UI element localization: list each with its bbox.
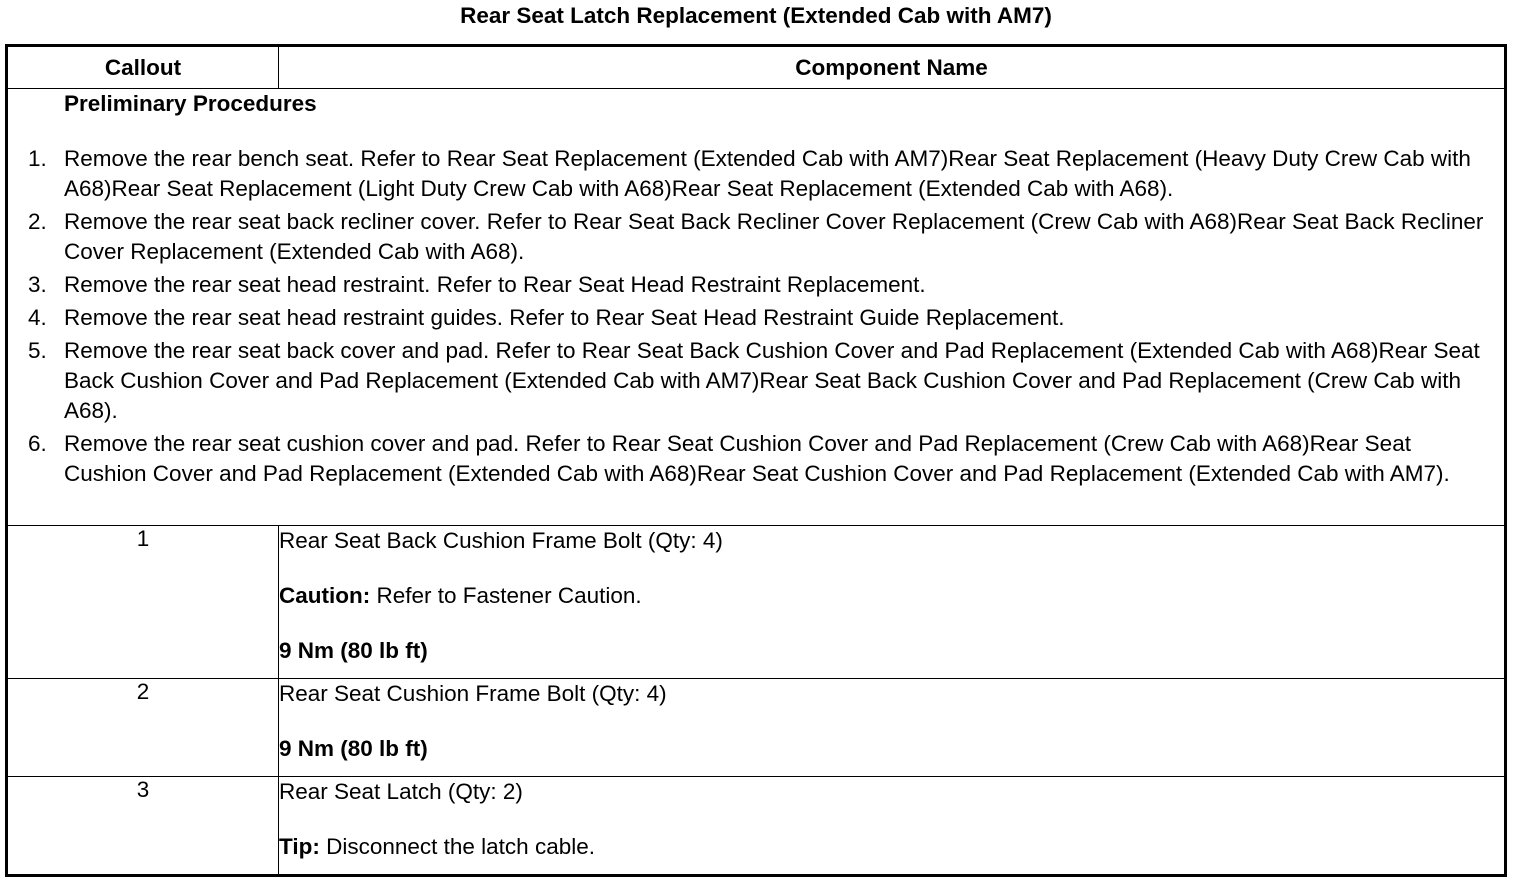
list-item: [8, 336, 1504, 426]
step-text: Remove the rear seat back recliner cover. Refer to Rear Seat Back Recliner Cover Replacement (Crew Cab with A68)Rear Seat Back Recliner Cover Replacement (Extended Cab with A68).: [64, 209, 1484, 264]
page-title: Rear Seat Latch Replacement (Extended Cab with AM7): [460, 3, 1052, 28]
list-item: [8, 270, 1504, 300]
step-text: Remove the rear seat head restraint guides. Refer to Rear Seat Head Restraint Guide Replacement.: [64, 305, 1065, 330]
step-number: 6.: [28, 431, 47, 456]
torque-spec: 9 Nm (80 lb ft): [279, 736, 428, 761]
torque-spec: 9 Nm (80 lb ft): [279, 638, 428, 663]
callout-cell: 1: [7, 526, 279, 679]
preliminary-cell: [7, 89, 1506, 526]
callout-cell: 3: [7, 777, 279, 876]
list-item: [8, 207, 1504, 267]
step-number: 1.: [28, 146, 47, 171]
step-text: Remove the rear seat back cover and pad. Refer to Rear Seat Back Cushion Cover and Pad Replacement (Extended Cab with A68)Rear Seat Back Cushion Cover and Pad Replacement (Extended Cab with AM7)Rear Seat Back Cushion Cover and Pad Replacement (Crew Cab with A68).: [64, 338, 1480, 423]
component-cell: [279, 777, 1506, 876]
component-cell: [279, 526, 1506, 679]
list-item: [8, 429, 1504, 489]
table-header-row: [7, 46, 1506, 89]
preliminary-heading: Preliminary Procedures: [64, 91, 317, 116]
step-number: 2.: [28, 209, 47, 234]
preliminary-row: [7, 89, 1506, 526]
note-label: Caution:: [279, 583, 371, 608]
callout-cell: 2: [7, 679, 279, 777]
note-text: Disconnect the latch cable.: [319, 834, 595, 859]
table-row: [7, 777, 1506, 876]
list-item: [8, 303, 1504, 333]
note-label: Tip:: [279, 834, 320, 859]
callout-header: Callout: [7, 46, 279, 89]
component-name-header: Component Name: [279, 46, 1506, 89]
component-name: Rear Seat Back Cushion Frame Bolt (Qty: 4): [279, 528, 723, 553]
preliminary-steps: [8, 144, 1504, 489]
step-text: Remove the rear seat head restraint. Refer to Rear Seat Head Restraint Replacement.: [64, 272, 926, 297]
table-row: [7, 526, 1506, 679]
component-name: Rear Seat Cushion Frame Bolt (Qty: 4): [279, 681, 667, 706]
step-text: Remove the rear bench seat. Refer to Rear Seat Replacement (Extended Cab with AM7)Rear Seat Replacement (Heavy Duty Crew Cab with A68)Rear Seat Replacement (Light Duty Crew Cab with A68)Rear Seat Replacement (Extended Cab with A68).: [64, 146, 1471, 201]
step-number: 4.: [28, 305, 47, 330]
step-text: Remove the rear seat cushion cover and pad. Refer to Rear Seat Cushion Cover and Pad Replacement (Crew Cab with A68)Rear Seat Cushion Cover and Pad Replacement (Extended Cab with A68)Rear Seat Cushion Cover and Pad Replacement (Extended Cab with AM7).: [64, 431, 1450, 486]
component-table: [5, 44, 1507, 877]
tip-note: [279, 832, 1504, 862]
step-number: 5.: [28, 338, 47, 363]
caution-note: [279, 581, 1504, 611]
table-row: [7, 679, 1506, 777]
step-number: 3.: [28, 272, 47, 297]
component-cell: [279, 679, 1506, 777]
list-item: [8, 144, 1504, 204]
component-name: Rear Seat Latch (Qty: 2): [279, 779, 523, 804]
note-text: Refer to Fastener Caution.: [370, 583, 642, 608]
